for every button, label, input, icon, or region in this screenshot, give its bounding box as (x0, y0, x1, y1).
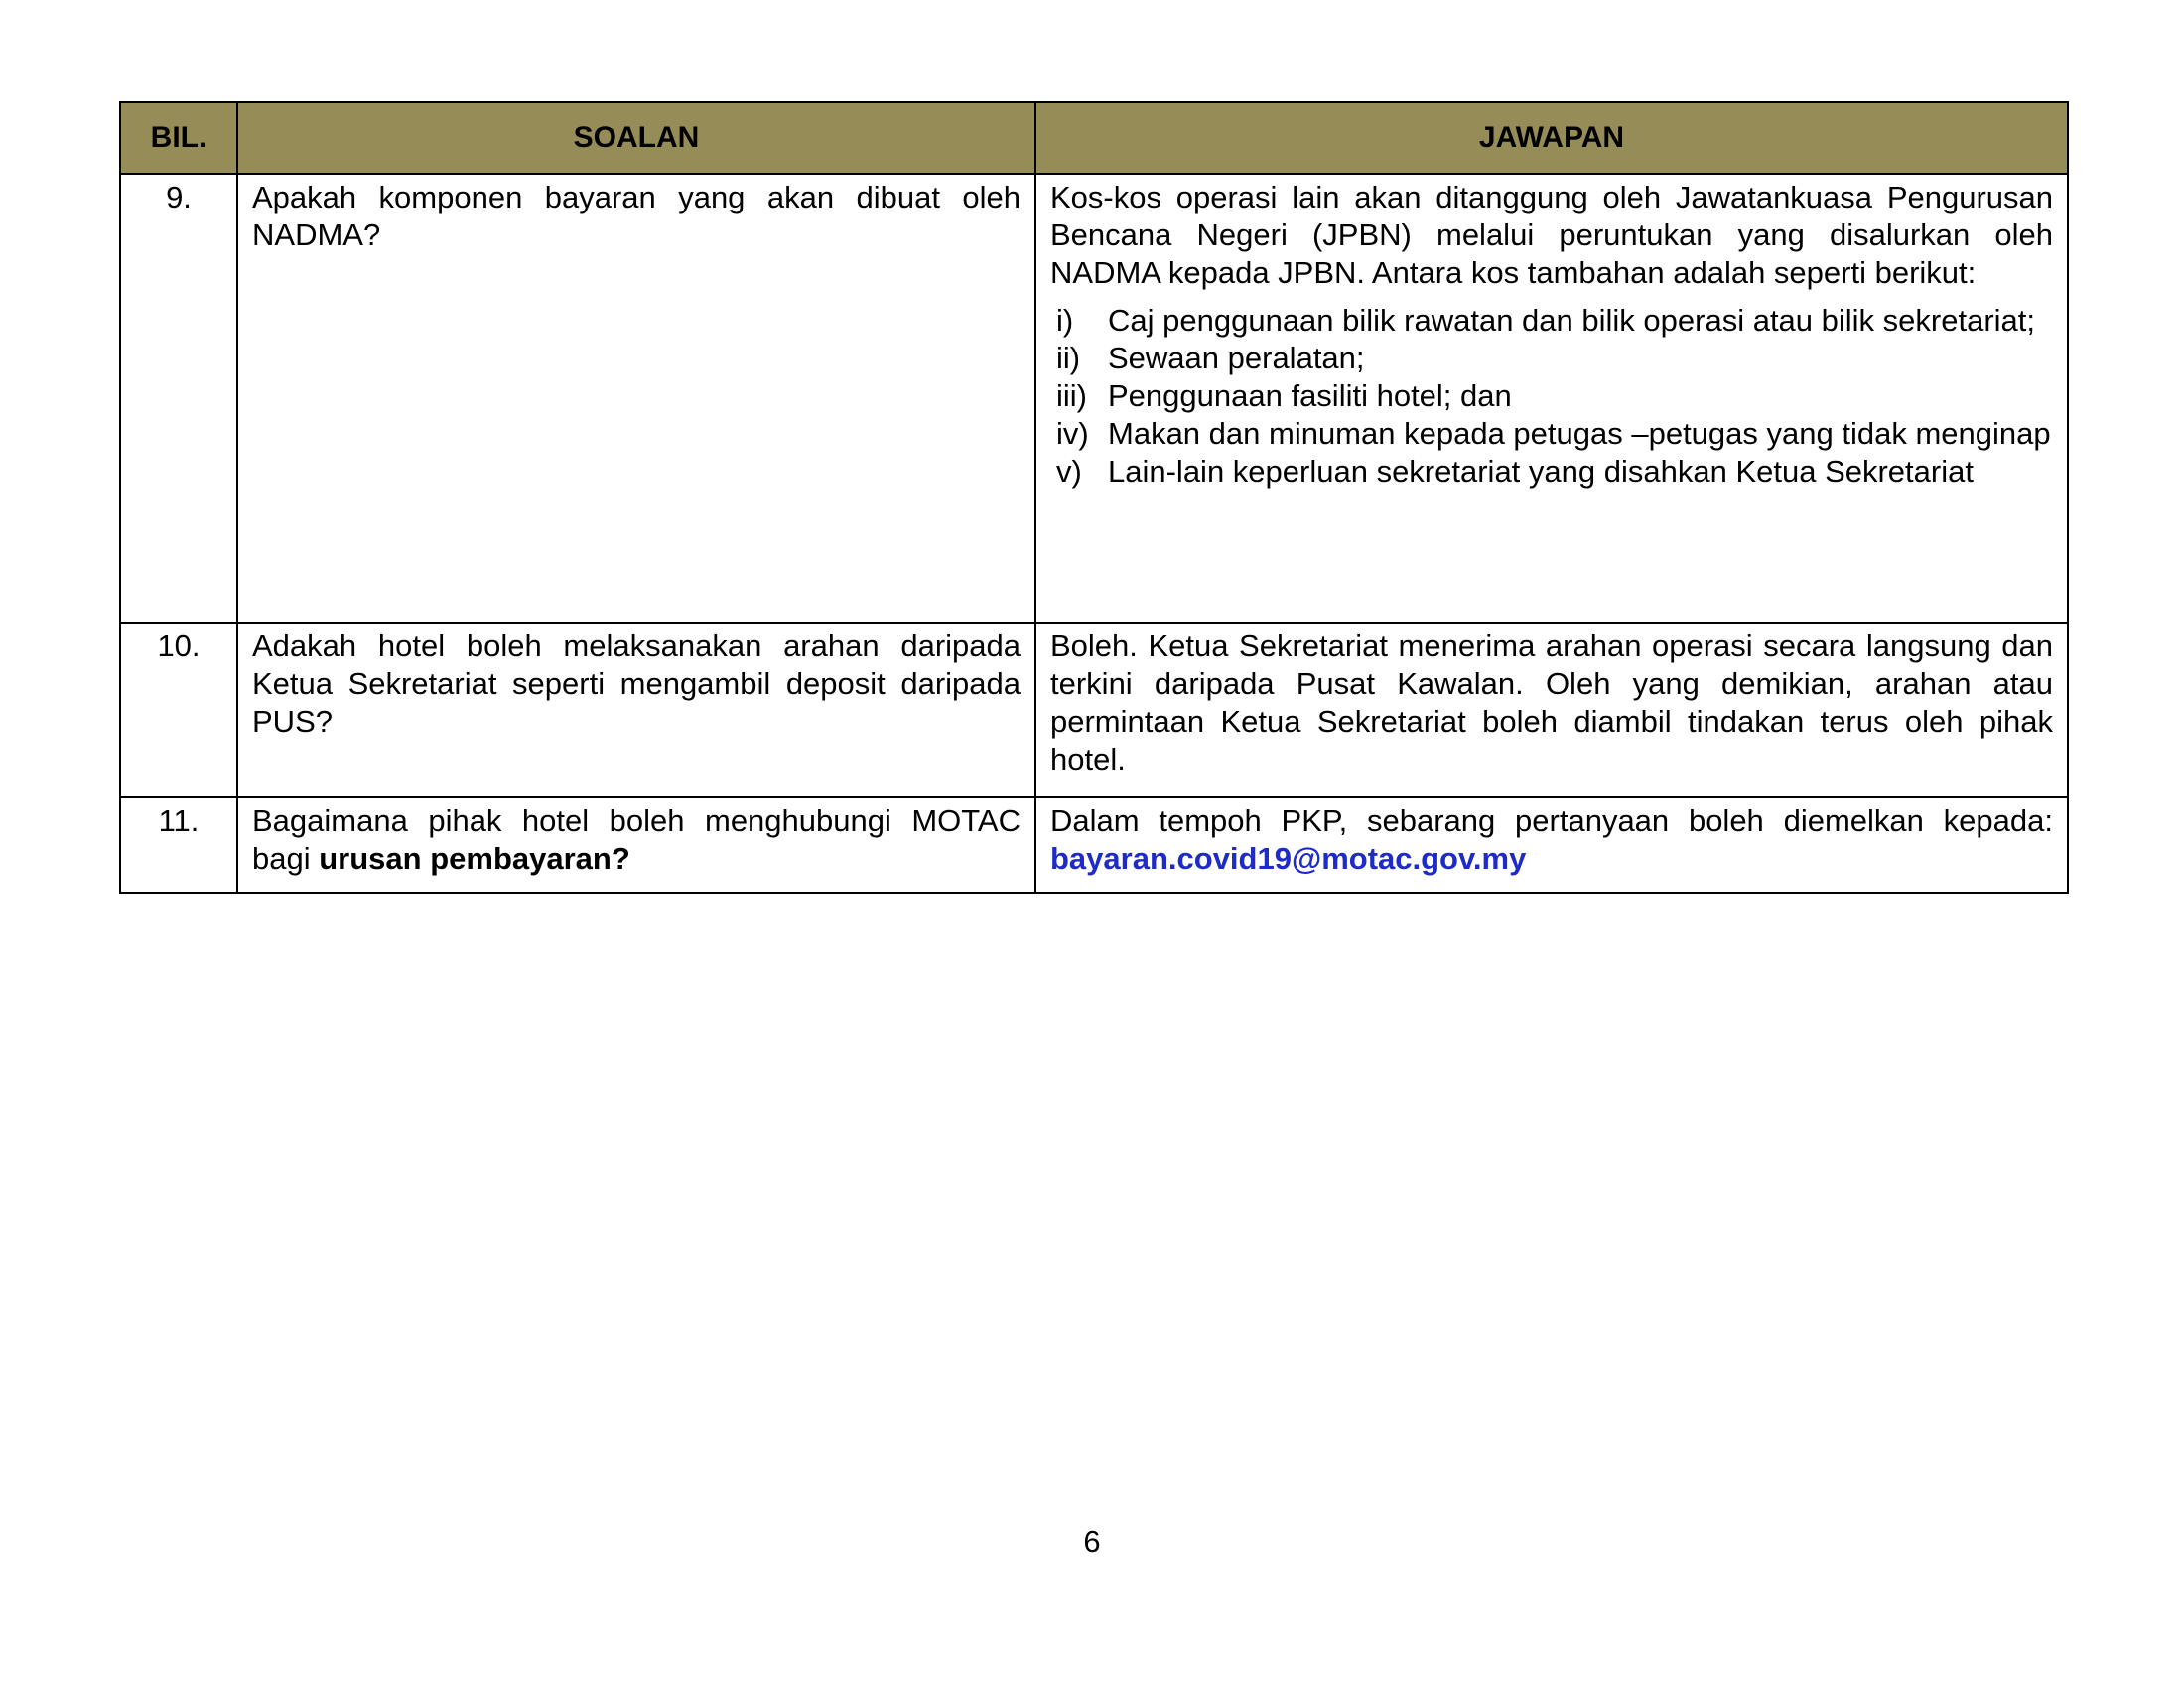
list-item (1050, 340, 2053, 377)
table-row (120, 174, 2068, 623)
table-row (120, 797, 2068, 893)
answer-text: Dalam tempoh PKP, sebarang pertanyaan boleh diemelkan kepada: (1050, 803, 2053, 838)
row-number: 9. (120, 174, 237, 623)
list-item-text: Lain-lain keperluan sekretariat yang disahkan Ketua Sekretariat (1108, 454, 1974, 489)
list-marker: ii) (1056, 341, 1081, 375)
list-item (1050, 415, 2053, 453)
list-item (1050, 377, 2053, 415)
page-number: 6 (1083, 1524, 1101, 1559)
email-link[interactable]: bayaran.covid19@motac.gov.my (1050, 841, 1527, 876)
question-emphasis: urusan pembayaran? (319, 841, 630, 876)
list-item-text: Caj penggunaan bilik rawatan dan bilik operasi atau bilik sekretariat; (1108, 303, 2035, 338)
faq-table (119, 101, 2069, 894)
question-cell: Adakah hotel boleh melaksanakan arahan daripada Ketua Sekretariat seperti mengambil deposit daripada PUS? (237, 623, 1035, 797)
header-jawapan: JAWAPAN (1035, 102, 2068, 174)
list-marker: v) (1056, 454, 1082, 489)
answer-list (1050, 302, 2053, 491)
list-item (1050, 302, 2053, 340)
answer-intro: Kos-kos operasi lain akan ditanggung oleh Jawatankuasa Pengurusan Bencana Negeri (JPBN) melalui peruntukan yang disalurkan oleh NADMA kepada JPBN. Antara kos tambahan adalah seperti berikut: (1050, 180, 2053, 290)
list-item-text: Penggunaan fasiliti hotel; dan (1108, 378, 1512, 413)
header-soalan: SOALAN (237, 102, 1035, 174)
header-bil: BIL. (120, 102, 237, 174)
list-item-text: Sewaan peralatan; (1108, 341, 1365, 375)
answer-cell: Boleh. Ketua Sekretariat menerima arahan operasi secara langsung dan terkini daripada Pusat Kawalan. Oleh yang demikian, arahan atau permintaan Ketua Sekretariat boleh diambil tindakan terus oleh pihak hotel. (1035, 623, 2068, 797)
question-text: Bagaimana pihak hotel boleh menghubungi MOTAC bagi (252, 803, 1021, 876)
list-marker: iv) (1056, 416, 1089, 451)
row-number: 10. (120, 623, 237, 797)
table-header-row (120, 102, 2068, 174)
answer-cell (1035, 797, 2068, 893)
list-item-text: Makan dan minuman kepada petugas –petugas yang tidak menginap (1108, 416, 2051, 451)
question-cell (237, 797, 1035, 893)
list-item (1050, 453, 2053, 491)
row-number: 11. (120, 797, 237, 893)
question-cell: Apakah komponen bayaran yang akan dibuat oleh NADMA? (237, 174, 1035, 623)
list-marker: iii) (1056, 378, 1087, 413)
table-row (120, 623, 2068, 797)
answer-cell (1035, 174, 2068, 623)
list-marker: i) (1056, 303, 1074, 338)
